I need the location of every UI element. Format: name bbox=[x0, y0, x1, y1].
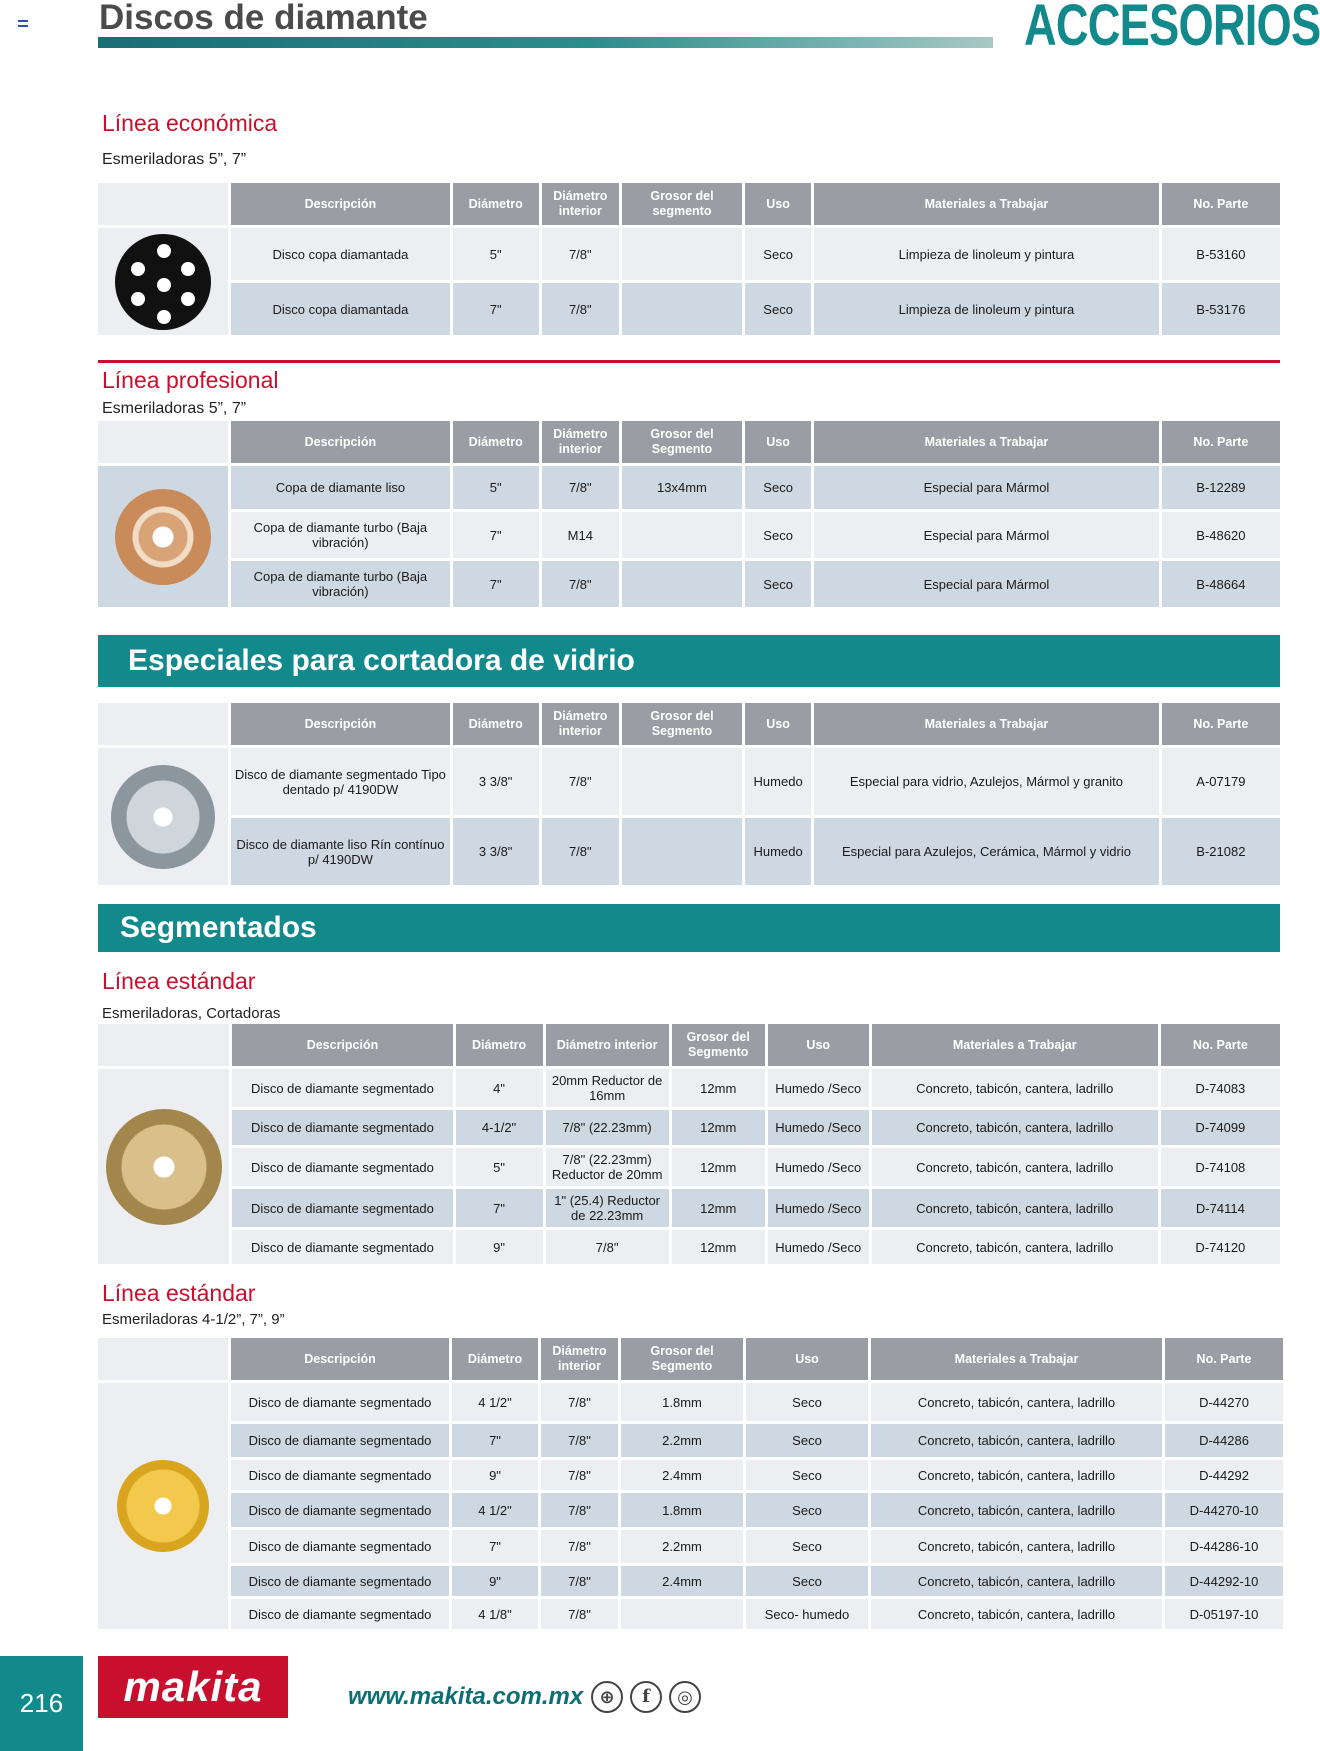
economica-table bbox=[95, 180, 1283, 338]
table-cell: 12mm bbox=[672, 1230, 765, 1264]
table-cell: 12mm bbox=[672, 1110, 765, 1145]
cup-wheel-image bbox=[115, 234, 211, 330]
table-row bbox=[98, 512, 1280, 558]
table-cell: Humedo /Seco bbox=[768, 1110, 869, 1145]
table-cell: 1.8mm bbox=[621, 1493, 743, 1527]
table-cell bbox=[622, 283, 742, 335]
table-cell: B-53176 bbox=[1162, 283, 1280, 335]
table-cell: Humedo /Seco bbox=[768, 1230, 869, 1264]
column-header: No. Parte bbox=[1162, 703, 1280, 745]
column-header: No. Parte bbox=[1162, 183, 1280, 225]
table-row bbox=[98, 1530, 1283, 1563]
table-row bbox=[98, 1148, 1280, 1186]
profesional-table bbox=[95, 418, 1283, 610]
table-cell: Humedo bbox=[745, 818, 811, 885]
table-cell: Seco bbox=[746, 1566, 868, 1596]
table-cell: Concreto, tabicón, cantera, ladrillo bbox=[871, 1566, 1162, 1596]
column-header: Materiales a Trabajar bbox=[814, 183, 1159, 225]
table-cell: 7/8" bbox=[542, 228, 619, 280]
table-cell: 7" bbox=[452, 1424, 538, 1457]
column-header: Diámetro interior bbox=[542, 421, 619, 463]
column-header: Grosor del Segmento bbox=[672, 1024, 765, 1066]
table-cell: Seco bbox=[746, 1530, 868, 1563]
table-cell: D-74114 bbox=[1161, 1189, 1280, 1227]
table-cell: 4 1/2" bbox=[452, 1383, 538, 1421]
table-row bbox=[98, 818, 1280, 885]
table-cell: Seco bbox=[746, 1424, 868, 1457]
table-cell: 2.4mm bbox=[621, 1460, 743, 1490]
table-cell: D-44292 bbox=[1165, 1460, 1283, 1490]
table-cell: 5" bbox=[453, 466, 539, 509]
table-cell: D-44286 bbox=[1165, 1424, 1283, 1457]
column-header: Diámetro interior bbox=[542, 183, 619, 225]
column-header: Uso bbox=[768, 1024, 869, 1066]
table-cell: 4 1/8" bbox=[452, 1599, 538, 1629]
table-cell: Seco bbox=[746, 1460, 868, 1490]
table-cell: 4" bbox=[456, 1069, 543, 1107]
table-cell: 7/8" bbox=[542, 748, 619, 815]
table-cell: 2.4mm bbox=[621, 1566, 743, 1596]
table-cell: 3 3/8" bbox=[453, 748, 539, 815]
table-cell: Concreto, tabicón, cantera, ladrillo bbox=[872, 1110, 1158, 1145]
estandar2-title: Línea estándar bbox=[102, 1280, 256, 1306]
table-cell bbox=[622, 228, 742, 280]
table-cell: D-05197-10 bbox=[1165, 1599, 1283, 1629]
table-cell: Seco bbox=[746, 1383, 868, 1421]
table-cell: 7" bbox=[453, 512, 539, 558]
table-cell: 7/8" bbox=[541, 1424, 618, 1457]
column-header: Materiales a Trabajar bbox=[872, 1024, 1158, 1066]
table-cell: Seco bbox=[745, 561, 811, 607]
column-header: Descripción bbox=[231, 1338, 449, 1380]
table-row bbox=[98, 748, 1280, 815]
table-cell: Disco de diamante segmentado bbox=[232, 1189, 452, 1227]
globe-icon[interactable]: ⊕ bbox=[591, 1681, 623, 1713]
column-header: Materiales a Trabajar bbox=[814, 421, 1159, 463]
profesional-subtitle: Esmeriladoras 5”, 7” bbox=[102, 400, 247, 417]
table-row bbox=[98, 1566, 1283, 1596]
table-cell: 7/8" bbox=[542, 466, 619, 509]
table-cell: Seco bbox=[745, 466, 811, 509]
table-cell: Concreto, tabicón, cantera, ladrillo bbox=[871, 1599, 1162, 1629]
estandar1-table bbox=[95, 1021, 1283, 1267]
vidrio-banner: Especiales para cortadora de vidrio bbox=[98, 635, 1280, 687]
table-row bbox=[98, 1069, 1280, 1107]
table-cell: 7/8" bbox=[541, 1383, 618, 1421]
profesional-title: Línea profesional bbox=[102, 367, 279, 393]
table-cell: Disco de diamante segmentado bbox=[231, 1383, 449, 1421]
table-cell: 2.2mm bbox=[621, 1530, 743, 1563]
column-header: No. Parte bbox=[1165, 1338, 1283, 1380]
column-header: Diámetro interior bbox=[542, 703, 619, 745]
table-row bbox=[98, 1493, 1283, 1527]
table-cell: D-74099 bbox=[1161, 1110, 1280, 1145]
table-cell: Humedo bbox=[745, 748, 811, 815]
table-cell: 7/8" bbox=[541, 1599, 618, 1629]
column-header: Grosor del Segmento bbox=[621, 1338, 743, 1380]
table-cell: D-74108 bbox=[1161, 1148, 1280, 1186]
table-cell: D-44270 bbox=[1165, 1383, 1283, 1421]
table-cell: Disco de diamante segmentado bbox=[231, 1493, 449, 1527]
page-number: 216 bbox=[0, 1656, 83, 1751]
table-cell: Concreto, tabicón, cantera, ladrillo bbox=[871, 1383, 1162, 1421]
table-cell: Concreto, tabicón, cantera, ladrillo bbox=[871, 1530, 1162, 1563]
table-cell: 7/8" bbox=[542, 561, 619, 607]
estandar1-subtitle: Esmeriladoras, Cortadoras bbox=[102, 1005, 281, 1022]
menu-icon[interactable] bbox=[18, 20, 28, 27]
table-cell: B-48664 bbox=[1162, 561, 1280, 607]
estandar2-subtitle: Esmeriladoras 4-1/2”, 7”, 9” bbox=[102, 1311, 285, 1328]
table-cell: M14 bbox=[542, 512, 619, 558]
table-cell: Concreto, tabicón, cantera, ladrillo bbox=[872, 1189, 1158, 1227]
cup-wheel-image bbox=[115, 489, 211, 585]
table-cell: Concreto, tabicón, cantera, ladrillo bbox=[871, 1460, 1162, 1490]
table-cell: Especial para Mármol bbox=[814, 561, 1159, 607]
table-cell: Disco copa diamantada bbox=[231, 283, 449, 335]
column-header: Uso bbox=[746, 1338, 868, 1380]
table-cell: 12mm bbox=[672, 1189, 765, 1227]
table-cell bbox=[621, 1599, 743, 1629]
table-cell: 13x4mm bbox=[622, 466, 742, 509]
column-header: Diámetro bbox=[453, 421, 539, 463]
table-cell: Concreto, tabicón, cantera, ladrillo bbox=[872, 1148, 1158, 1186]
column-header: Uso bbox=[745, 183, 811, 225]
column-header: Grosor del Segmento bbox=[622, 421, 742, 463]
segmentados-banner: Segmentados bbox=[98, 904, 1280, 952]
segmented-disc-image bbox=[106, 1109, 222, 1225]
column-header: Grosor del Segmento bbox=[622, 703, 742, 745]
table-cell: D-44292-10 bbox=[1165, 1566, 1283, 1596]
table-cell bbox=[622, 561, 742, 607]
column-header: Diámetro bbox=[453, 183, 539, 225]
table-cell: Humedo /Seco bbox=[768, 1069, 869, 1107]
table-row bbox=[98, 1230, 1280, 1264]
table-row bbox=[98, 1383, 1283, 1421]
table-cell: Concreto, tabicón, cantera, ladrillo bbox=[872, 1069, 1158, 1107]
table-cell: 7/8" bbox=[542, 818, 619, 885]
table-cell: 7/8" (22.23mm) bbox=[546, 1110, 669, 1145]
economica-title: Línea económica bbox=[102, 110, 278, 136]
table-cell: 5" bbox=[453, 228, 539, 280]
table-cell: 1.8mm bbox=[621, 1383, 743, 1421]
column-header: Grosor del segmento bbox=[622, 183, 742, 225]
table-cell: D-74120 bbox=[1161, 1230, 1280, 1264]
column-header: Descripción bbox=[231, 183, 449, 225]
table-cell: D-74083 bbox=[1161, 1069, 1280, 1107]
table-cell: 4 1/2" bbox=[452, 1493, 538, 1527]
table-cell: Concreto, tabicón, cantera, ladrillo bbox=[872, 1230, 1158, 1264]
table-cell: Disco copa diamantada bbox=[231, 228, 449, 280]
vidrio-table bbox=[95, 700, 1283, 888]
table-cell: Seco- humedo bbox=[746, 1599, 868, 1629]
column-header: Diámetro bbox=[453, 703, 539, 745]
glass-disc-image bbox=[111, 765, 215, 869]
table-cell bbox=[622, 512, 742, 558]
table-cell: D-44286-10 bbox=[1165, 1530, 1283, 1563]
column-header: No. Parte bbox=[1162, 421, 1280, 463]
table-cell: Disco de diamante segmentado bbox=[232, 1230, 452, 1264]
table-row bbox=[98, 1599, 1283, 1629]
table-cell: Seco bbox=[745, 228, 811, 280]
table-cell: Especial para vidrio, Azulejos, Mármol y granito bbox=[814, 748, 1159, 815]
segmented-disc-image bbox=[117, 1460, 209, 1552]
column-header: Diámetro interior bbox=[541, 1338, 618, 1380]
table-cell: Disco de diamante segmentado Tipo dentado p/ 4190DW bbox=[231, 748, 449, 815]
table-cell: Concreto, tabicón, cantera, ladrillo bbox=[871, 1493, 1162, 1527]
table-cell bbox=[622, 748, 742, 815]
table-row bbox=[98, 561, 1280, 607]
table-cell: 7" bbox=[456, 1189, 543, 1227]
table-cell: Disco de diamante segmentado bbox=[231, 1599, 449, 1629]
column-header: Diámetro interior bbox=[546, 1024, 669, 1066]
title-underline bbox=[98, 37, 993, 48]
table-cell: 7/8" bbox=[542, 283, 619, 335]
table-cell: A-07179 bbox=[1162, 748, 1280, 815]
table-cell: 7/8" (22.23mm) Reductor de 20mm bbox=[546, 1148, 669, 1186]
table-cell: Humedo /Seco bbox=[768, 1189, 869, 1227]
column-header: Uso bbox=[745, 703, 811, 745]
section-divider bbox=[98, 360, 1280, 363]
table-cell: 7" bbox=[453, 283, 539, 335]
table-cell: 7/8" bbox=[541, 1460, 618, 1490]
website-link[interactable]: www.makita.com.mx bbox=[348, 1683, 584, 1710]
instagram-icon[interactable]: ◎ bbox=[669, 1681, 701, 1713]
table-row bbox=[98, 1424, 1283, 1457]
table-cell: Limpieza de linoleum y pintura bbox=[814, 228, 1159, 280]
table-row bbox=[98, 1189, 1280, 1227]
economica-subtitle: Esmeriladoras 5”, 7” bbox=[102, 151, 247, 168]
table-cell: Copa de diamante liso bbox=[231, 466, 449, 509]
table-cell: Humedo /Seco bbox=[768, 1148, 869, 1186]
column-header: Diámetro bbox=[456, 1024, 543, 1066]
table-cell bbox=[622, 818, 742, 885]
estandar1-title: Línea estándar bbox=[102, 968, 256, 994]
table-cell: 3 3/8" bbox=[453, 818, 539, 885]
table-cell: B-48620 bbox=[1162, 512, 1280, 558]
table-cell: Limpieza de linoleum y pintura bbox=[814, 283, 1159, 335]
table-cell: Disco de diamante segmentado bbox=[231, 1566, 449, 1596]
table-cell: Seco bbox=[745, 283, 811, 335]
table-row bbox=[98, 1460, 1283, 1490]
makita-logo: makita bbox=[98, 1656, 288, 1718]
column-header: Descripción bbox=[231, 421, 449, 463]
column-header: Materiales a Trabajar bbox=[814, 703, 1159, 745]
table-cell: 9" bbox=[456, 1230, 543, 1264]
table-cell: Concreto, tabicón, cantera, ladrillo bbox=[871, 1424, 1162, 1457]
table-cell: 1" (25.4) Reductor de 22.23mm bbox=[546, 1189, 669, 1227]
table-cell: 12mm bbox=[672, 1069, 765, 1107]
column-header: Descripción bbox=[232, 1024, 452, 1066]
table-cell: 7/8" bbox=[541, 1493, 618, 1527]
table-cell: 7" bbox=[452, 1530, 538, 1563]
column-header: Uso bbox=[745, 421, 811, 463]
section-title: ACCESORIOS bbox=[1024, 0, 1320, 58]
table-cell: 5" bbox=[456, 1148, 543, 1186]
table-cell: 9" bbox=[452, 1460, 538, 1490]
table-cell: D-44270-10 bbox=[1165, 1493, 1283, 1527]
table-cell: Especial para Mármol bbox=[814, 512, 1159, 558]
table-cell: B-53160 bbox=[1162, 228, 1280, 280]
table-cell: Disco de diamante segmentado bbox=[232, 1069, 452, 1107]
table-cell: Copa de diamante turbo (Baja vibración) bbox=[231, 512, 449, 558]
table-cell: B-21082 bbox=[1162, 818, 1280, 885]
table-cell: 20mm Reductor de 16mm bbox=[546, 1069, 669, 1107]
table-cell: Seco bbox=[746, 1493, 868, 1527]
table-cell: 7/8" bbox=[541, 1566, 618, 1596]
table-row bbox=[98, 228, 1280, 280]
table-cell: 4-1/2" bbox=[456, 1110, 543, 1145]
table-cell: Copa de diamante turbo (Baja vibración) bbox=[231, 561, 449, 607]
table-cell: 12mm bbox=[672, 1148, 765, 1186]
table-cell: Disco de diamante segmentado bbox=[231, 1530, 449, 1563]
table-cell: 7" bbox=[453, 561, 539, 607]
table-cell: 7/8" bbox=[546, 1230, 669, 1264]
table-row bbox=[98, 283, 1280, 335]
table-cell: 7/8" bbox=[541, 1530, 618, 1563]
table-cell: Disco de diamante liso Rín contínuo p/ 4190DW bbox=[231, 818, 449, 885]
table-cell: Disco de diamante segmentado bbox=[231, 1424, 449, 1457]
table-row bbox=[98, 1110, 1280, 1145]
table-cell: 2.2mm bbox=[621, 1424, 743, 1457]
page-title: Discos de diamante bbox=[99, 0, 428, 37]
facebook-icon[interactable]: f bbox=[630, 1681, 662, 1713]
table-cell: Especial para Azulejos, Cerámica, Mármol y vidrio bbox=[814, 818, 1159, 885]
table-cell: Disco de diamante segmentado bbox=[232, 1110, 452, 1145]
table-cell: Seco bbox=[745, 512, 811, 558]
table-row bbox=[98, 466, 1280, 509]
table-cell: Disco de diamante segmentado bbox=[232, 1148, 452, 1186]
table-cell: Disco de diamante segmentado bbox=[231, 1460, 449, 1490]
estandar2-table bbox=[95, 1335, 1286, 1632]
column-header: Diámetro bbox=[452, 1338, 538, 1380]
column-header: No. Parte bbox=[1161, 1024, 1280, 1066]
column-header: Materiales a Trabajar bbox=[871, 1338, 1162, 1380]
table-cell: Especial para Mármol bbox=[814, 466, 1159, 509]
table-cell: B-12289 bbox=[1162, 466, 1280, 509]
column-header: Descripción bbox=[231, 703, 449, 745]
table-cell: 9" bbox=[452, 1566, 538, 1596]
